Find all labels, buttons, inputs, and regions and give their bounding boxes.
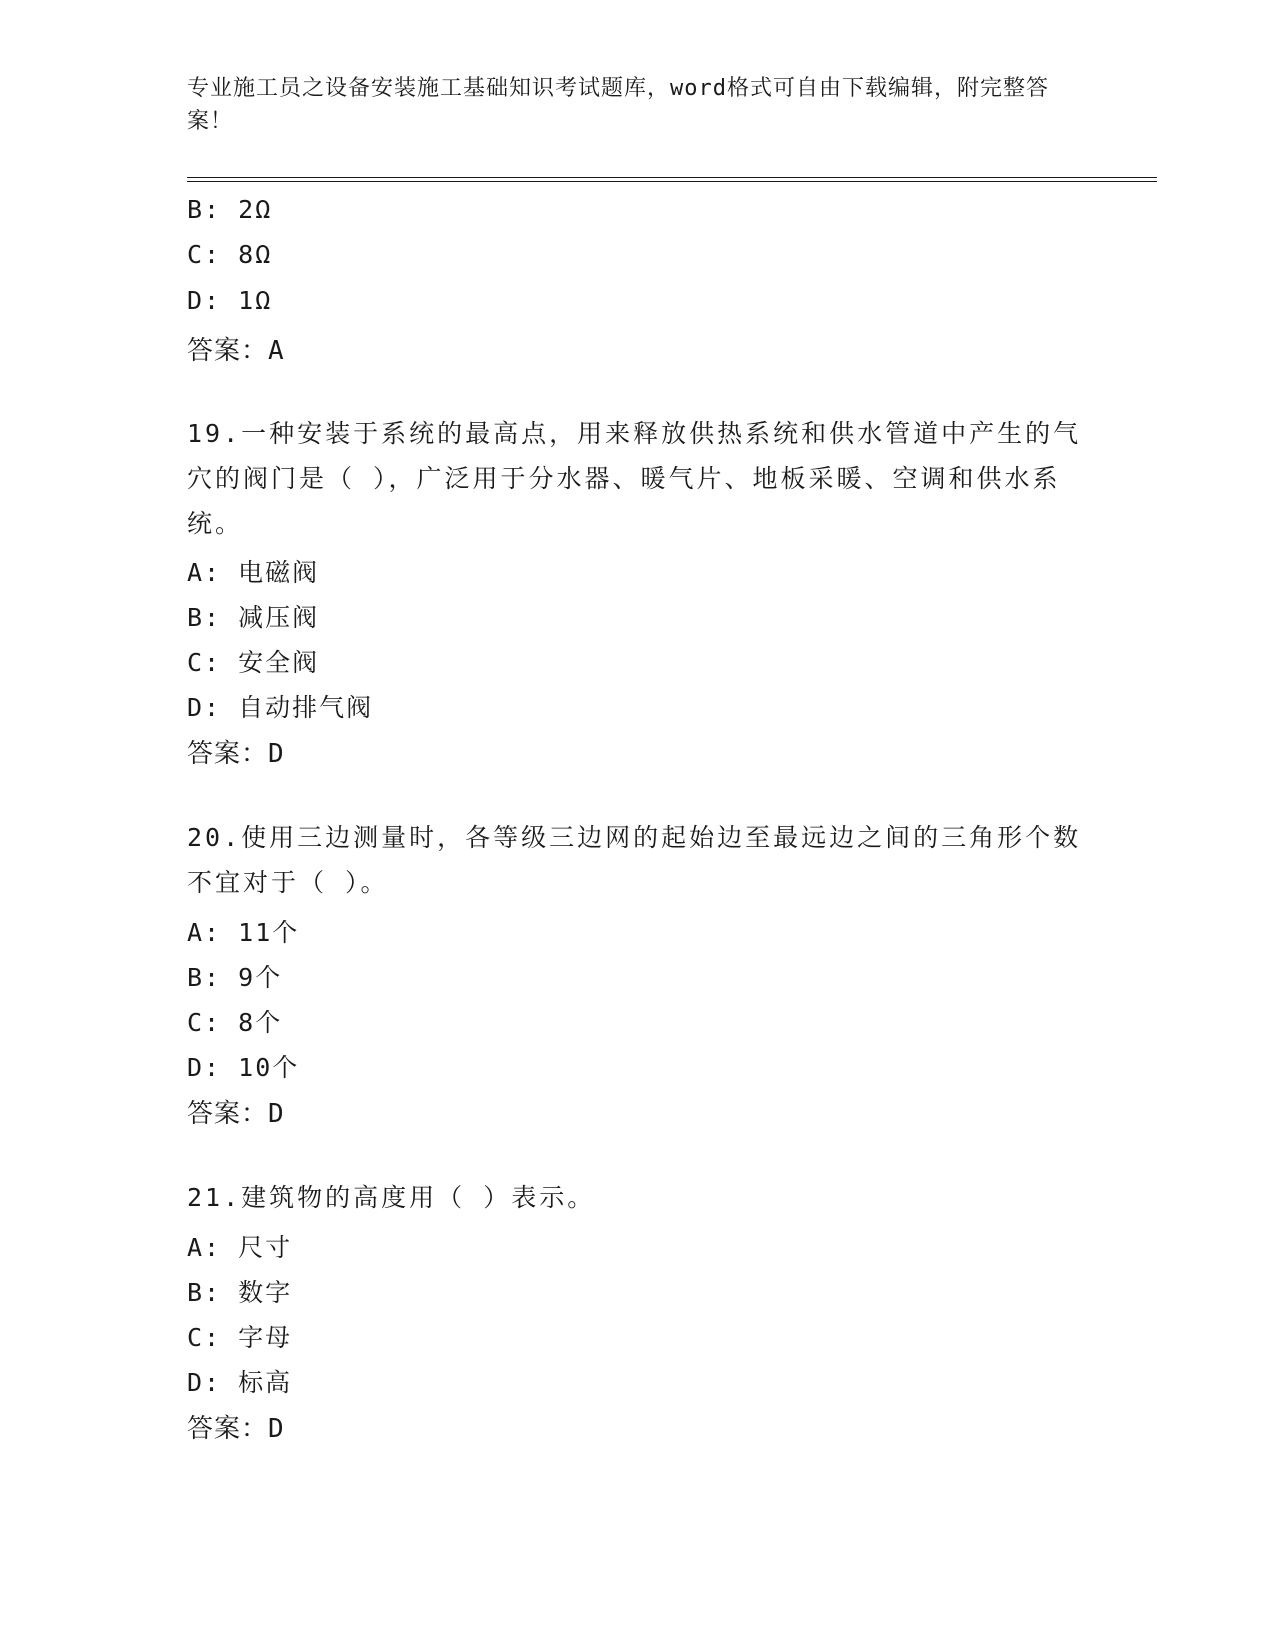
- answer-value: D: [268, 739, 285, 769]
- answer-line: [187, 733, 285, 770]
- option-b: B: 数字: [187, 1278, 293, 1307]
- option-d: D: 1Ω: [187, 286, 273, 315]
- answer-line: [187, 1408, 285, 1445]
- option-d: D: 10个: [187, 1053, 300, 1082]
- answer-value: A: [268, 336, 285, 366]
- question-19-text: 19.一种安装于系统的最高点，用来释放供热系统和供水管道中产生的气穴的阀门是（ ），广泛用于分水器、暖气片、地板采暖、空调和供水系统。: [187, 419, 1082, 538]
- answer-label: 答案：: [187, 1099, 269, 1129]
- answer-label: 答案：: [187, 336, 269, 366]
- document-header: 专业施工员之设备安装施工基础知识考试题库，word格式可自由下载编辑，附完整答案！: [187, 76, 1049, 134]
- option-a: A: 尺寸: [187, 1233, 293, 1262]
- answer-value: D: [268, 1099, 285, 1129]
- question-21-text: 21.建筑物的高度用（ ）表示。: [187, 1183, 596, 1212]
- answer-label: 答案：: [187, 739, 269, 769]
- option-b: B: 2Ω: [187, 195, 273, 224]
- option-a: A: 电磁阀: [187, 558, 320, 587]
- option-d: D: 标高: [187, 1368, 293, 1397]
- option-d: D: 自动排气阀: [187, 693, 374, 722]
- option-c: C: 安全阀: [187, 648, 320, 677]
- option-c: C: 字母: [187, 1323, 293, 1352]
- answer-value: D: [268, 1414, 285, 1444]
- option-b: B: 减压阀: [187, 603, 320, 632]
- option-c: C: 8个: [187, 1008, 283, 1037]
- option-c: C: 8Ω: [187, 240, 273, 269]
- answer-line: [187, 330, 285, 367]
- header-divider: [187, 177, 1157, 182]
- answer-line: [187, 1093, 285, 1130]
- option-b: B: 9个: [187, 963, 283, 992]
- option-a: A: 11个: [187, 918, 300, 947]
- answer-label: 答案：: [187, 1414, 269, 1444]
- question-20-text: 20.使用三边测量时，各等级三边网的起始边至最远边之间的三角形个数不宜对于（ ）。: [187, 823, 1082, 897]
